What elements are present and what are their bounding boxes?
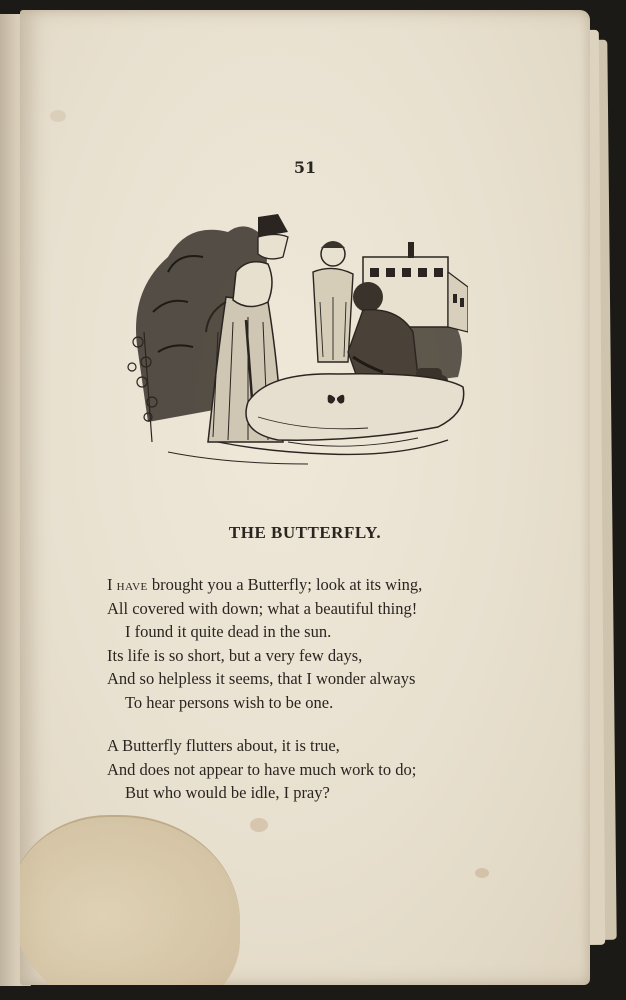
- book-page: [20, 10, 590, 985]
- small-caps-word: have: [116, 578, 148, 594]
- poem-line: Its life is so short, but a very few days,: [107, 645, 363, 665]
- poem-line: And does not appear to have much work to do;: [107, 759, 417, 779]
- first-word: I: [107, 575, 113, 594]
- poem-line: And so helpless it seems, that I wonder always: [107, 669, 416, 688]
- woodcut-illustration: [108, 202, 468, 474]
- poem-line: But who would be idle, I pray?: [125, 783, 330, 802]
- foxing-spot: [250, 818, 268, 832]
- poem-line: All covered with down; what a beautiful thing!: [107, 598, 418, 618]
- foxing-spot: [50, 110, 66, 122]
- poem-line: To hear persons wish to be one.: [125, 692, 334, 712]
- page-number: 51: [293, 158, 317, 177]
- poem: [107, 573, 567, 805]
- chapter-title: THE BUTTERFLY.: [228, 523, 382, 542]
- poem-line: I found it quite dead in the sun.: [125, 622, 332, 641]
- poem-line: A Butterfly flutters about, it is true,: [107, 736, 340, 755]
- water-stain: [20, 815, 240, 985]
- first-line-rest: brought you a Butterfly; look at its wing,: [147, 575, 423, 594]
- poem-line: [107, 573, 567, 597]
- foxing-spot: [475, 868, 489, 878]
- stanza-gap: [107, 714, 567, 734]
